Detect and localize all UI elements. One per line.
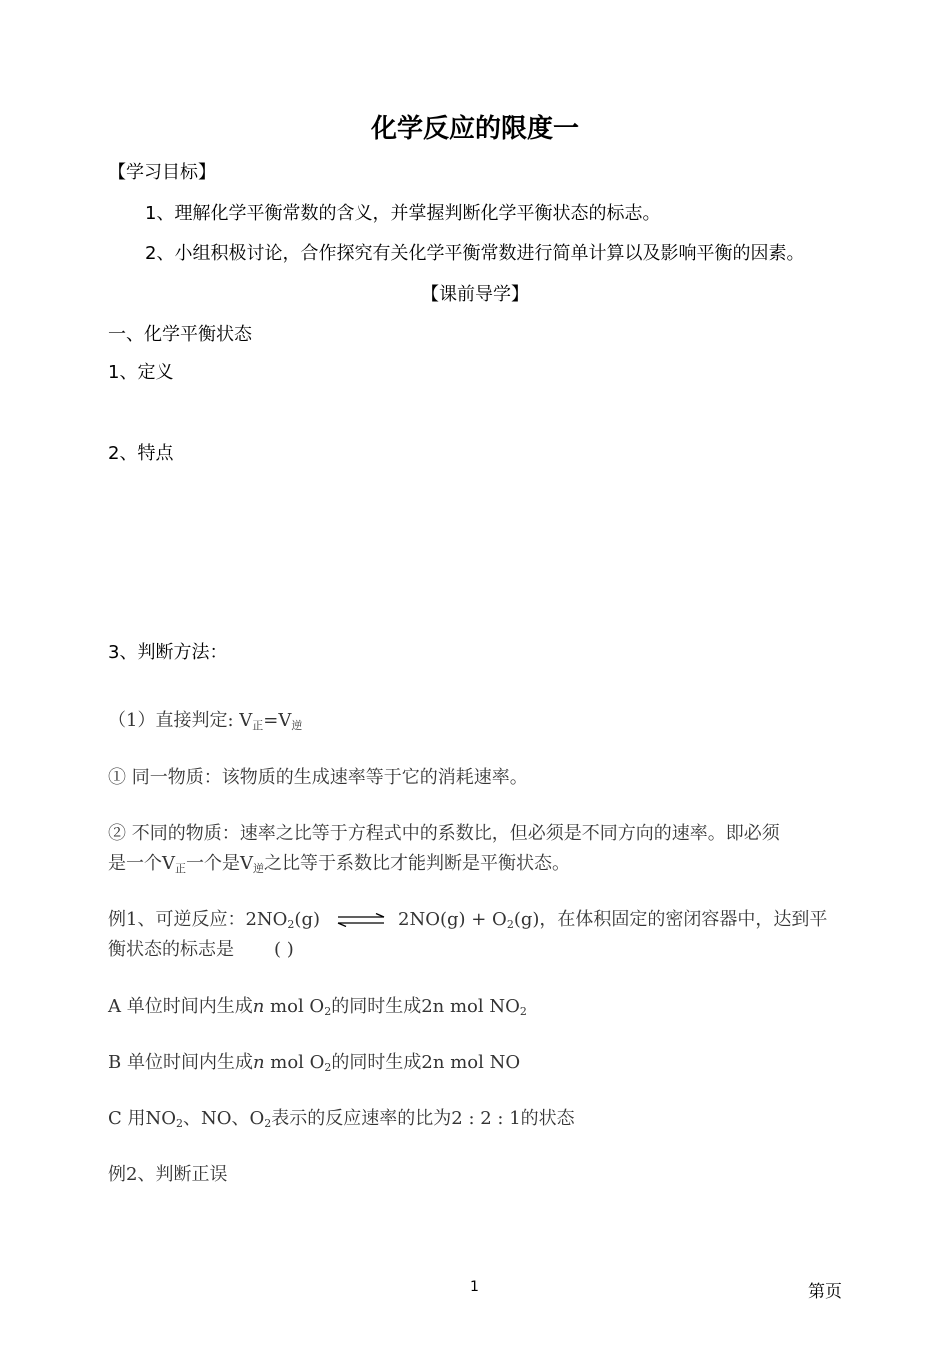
section-heading: 一、化学平衡状态	[108, 324, 252, 345]
objective-item-1: 1、理解化学平衡常数的含义，并掌握判断化学平衡状态的标志。	[145, 203, 661, 224]
o2-subscript: 2	[506, 918, 514, 931]
option-b-n: n	[252, 1052, 265, 1073]
example-1-line2	[108, 935, 294, 961]
option-a-text2: mol O	[264, 996, 325, 1017]
option-a-text3: 的同时生成2n mol NO	[331, 996, 520, 1017]
direct-criterion-text: （1）直接判定: V	[108, 710, 253, 731]
features-heading: 2、特点	[108, 443, 174, 464]
different-substance-criterion-line1: ② 不同的物质：速率之比等于方程式中的系数比，但必须是不同方向的速率。即必须	[108, 823, 780, 844]
preview-heading: 【课前导学】	[421, 284, 529, 305]
example-1-lead: 例1、可逆反应：2NO	[108, 909, 288, 930]
line2-sub-forward: 正	[175, 862, 186, 875]
option-a-sub: 2	[324, 1005, 332, 1018]
option-b-text1: B 单位时间内生成	[108, 1052, 253, 1073]
option-c	[108, 1104, 575, 1130]
line2-part-b: 一个是V	[186, 853, 253, 874]
option-a-sub-end: 2	[519, 1005, 527, 1018]
example-1-line1	[108, 905, 827, 931]
example-1-question: 衡状态的标志是	[108, 939, 234, 960]
option-b-sub: 2	[324, 1061, 332, 1074]
direct-criterion	[108, 706, 302, 733]
option-b	[108, 1048, 520, 1074]
reversible-arrow-icon	[336, 913, 386, 927]
different-substance-criterion-line2	[108, 849, 570, 876]
option-a-n: n	[252, 996, 265, 1017]
v-reverse-subscript: 逆	[291, 719, 303, 732]
no2-subscript: 2	[287, 918, 295, 931]
example-2: 例2、判断正误	[108, 1164, 228, 1185]
line2-sub-reverse: 逆	[253, 862, 264, 875]
page-number: 1	[470, 1279, 479, 1295]
equals-v: =V	[263, 710, 292, 731]
option-c-sub2: 2	[264, 1117, 272, 1130]
page-label: 第页	[808, 1282, 842, 1302]
option-c-text2: 、NO、O	[183, 1108, 265, 1129]
page-title: 化学反应的限度一	[370, 114, 579, 144]
example-1-rhs: 2NO(g) + O	[398, 909, 507, 930]
option-a	[108, 992, 527, 1018]
option-a-text1: A 单位时间内生成	[108, 996, 253, 1017]
option-b-text3: 的同时生成2n mol NO	[331, 1052, 521, 1073]
state-g: (g)	[294, 909, 320, 930]
same-substance-criterion: ① 同一物质：该物质的生成速率等于它的消耗速率。	[108, 767, 528, 788]
line2-part-a: 是一个V	[108, 853, 175, 874]
method-heading: 3、判断方法：	[108, 642, 228, 663]
option-c-text1: C 用NO	[108, 1108, 177, 1129]
line2-part-c: 之比等于系数比才能判断是平衡状态。	[264, 853, 570, 874]
option-c-sub1: 2	[176, 1117, 184, 1130]
v-forward-subscript: 正	[252, 719, 264, 732]
objectives-heading: 【学习目标】	[108, 162, 216, 183]
answer-blank: ( )	[274, 939, 294, 960]
example-1-rest: (g)，在体积固定的密闭容器中，达到平	[513, 909, 828, 930]
option-b-text2: mol O	[264, 1052, 325, 1073]
definition-heading: 1、定义	[108, 362, 174, 383]
option-c-text3: 表示的反应速率的比为2 : 2 : 1的状态	[271, 1108, 575, 1129]
objective-item-2: 2、小组积极讨论，合作探究有关化学平衡常数进行简单计算以及影响平衡的因素。	[145, 243, 805, 264]
